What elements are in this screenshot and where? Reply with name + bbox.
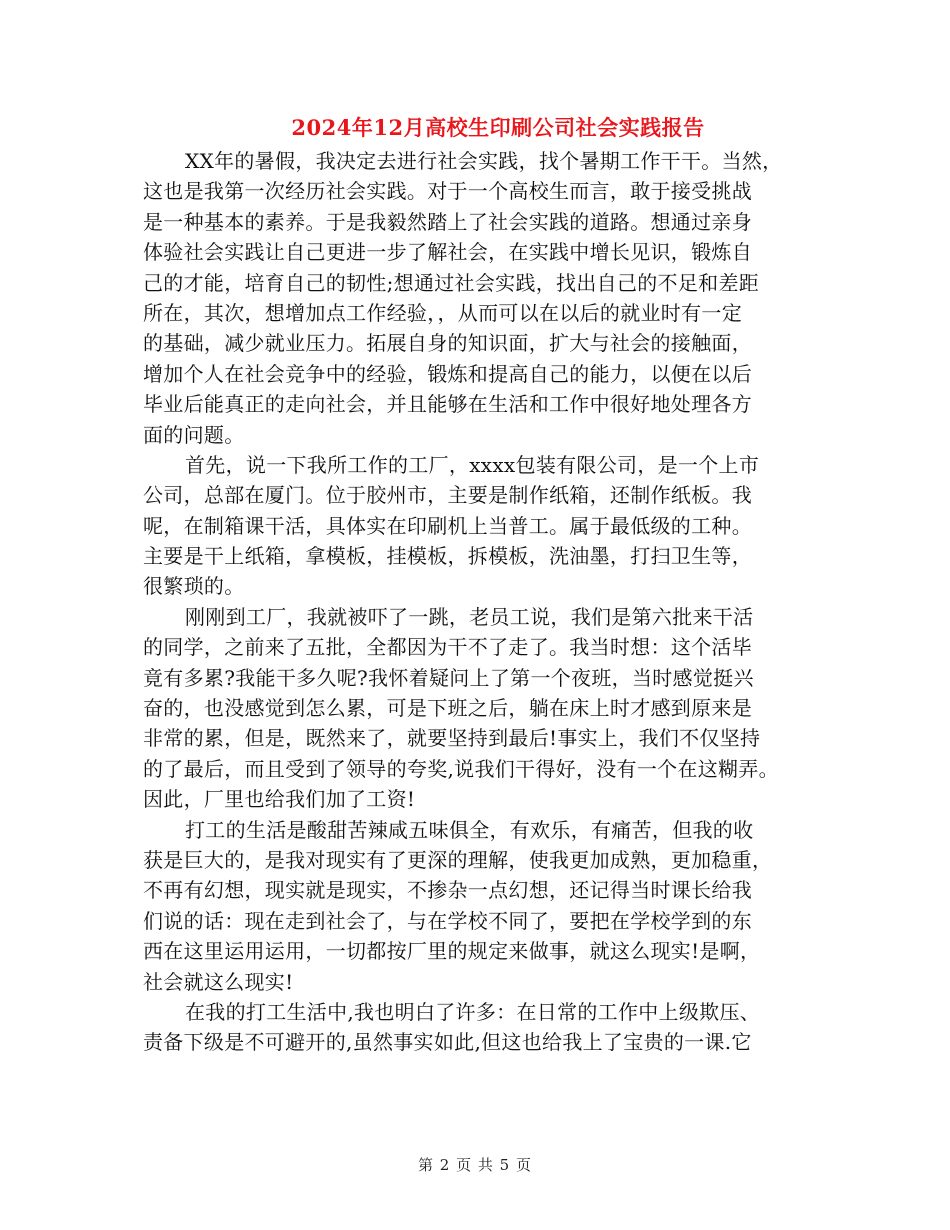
paragraph-line: 这也是我第一次经历社会实践。对于一个高校生而言，敢于接受挑战 bbox=[143, 179, 752, 204]
paragraph-line: 所在，其次，想增加点工作经验，，从而可以在以后的就业时有一定 bbox=[143, 300, 742, 325]
paragraph-line: 是一种基本的素养。于是我毅然踏上了社会实践的道路。想通过亲身 bbox=[143, 209, 752, 234]
paragraph-line: 增加个人在社会竞争中的经验，锻炼和提高自己的能力，以便在以后 bbox=[143, 361, 752, 386]
document-body bbox=[143, 146, 823, 1058]
paragraph-line: 的基础，减少就业压力。拓展自身的知识面，扩大与社会的接触面， bbox=[143, 331, 752, 356]
paragraph-line: 奋的，也没感觉到怎么累，可是下班之后，躺在床上时才感到原来是 bbox=[143, 696, 752, 721]
paragraph-line: 们说的话：现在走到社会了，与在学校不同了，要把在学校学到的东 bbox=[143, 908, 752, 933]
document-title: 2024年12月高校生印刷公司社会实践报告 bbox=[291, 115, 705, 140]
paragraph-line: 面的问题。 bbox=[143, 422, 245, 447]
paragraph-line: 不再有幻想，现实就是现实，不掺杂一点幻想，还记得当时课长给我 bbox=[143, 878, 752, 903]
paragraph-line: 公司，总部在厦门。位于胶州市，主要是制作纸箱，还制作纸板。我 bbox=[143, 483, 752, 508]
paragraph-line: 获是巨大的，是我对现实有了更深的理解，使我更加成熟，更加稳重， bbox=[143, 847, 773, 872]
paragraph-line: 因此，厂里也给我们加了工资! bbox=[143, 787, 416, 812]
paragraph-line: 非常的累，但是，既然来了，就要坚持到最后!事实上，我们不仅坚持 bbox=[143, 726, 761, 751]
paragraph-line: 西在这里运用运用，一切都按厂里的规定来做事，就这么现实!是啊， bbox=[143, 939, 761, 964]
paragraph-line: 的同学，之前来了五批，全都因为干不了走了。我当时想：这个活毕 bbox=[143, 635, 752, 660]
paragraph-line: 己的才能，培育自己的韧性;想通过社会实践，找出自己的不足和差距 bbox=[143, 270, 760, 295]
paragraph-line: 刚刚到工厂，我就被吓了一跳，老员工说，我们是第六批来干活 bbox=[185, 604, 754, 629]
paragraph-line: 竟有多累?我能干多久呢?我怀着疑问上了第一个夜班，当时感觉挺兴 bbox=[143, 665, 754, 690]
paragraph-line: 毕业后能真正的走向社会，并且能够在生活和工作中很好地处理各方 bbox=[143, 392, 752, 417]
paragraph-line: 的了最后，而且受到了领导的夸奖,说我们干得好，没有一个在这糊弄。 bbox=[143, 756, 779, 781]
paragraph-line: XX年的暑假，我决定去进行社会实践，找个暑期工作干干。当然， bbox=[185, 149, 783, 173]
paragraph-line: 社会就这么现实! bbox=[143, 969, 294, 994]
paragraph-line: 首先，说一下我所工作的工厂，xxxx包装有限公司，是一个上市 bbox=[185, 452, 760, 477]
paragraph-line: 主要是干上纸箱，拿模板，挂模板，拆模板，洗油墨，打扫卫生等， bbox=[143, 544, 752, 569]
paragraph-line: 打工的生活是酸甜苦辣咸五味俱全，有欢乐，有痛苦，但我的收 bbox=[185, 817, 754, 842]
paragraph-line: 在我的打工生活中,我也明白了许多：在日常的工作中上级欺压、 bbox=[185, 999, 761, 1024]
paragraph-line: 很繁琐的。 bbox=[143, 574, 245, 599]
paragraph-line: 责备下级是不可避开的,虽然事实如此,但这也给我上了宝贵的一课.它 bbox=[143, 1030, 752, 1055]
page-number-footer: 第 2 页 共 5 页 bbox=[418, 1156, 532, 1174]
paragraph-line: 体验社会实践让自己更进一步了解社会，在实践中增长见识，锻炼自 bbox=[143, 240, 752, 265]
paragraph-line: 呢，在制箱课干活，具体实在印刷机上当普工。属于最低级的工种。 bbox=[143, 513, 752, 538]
